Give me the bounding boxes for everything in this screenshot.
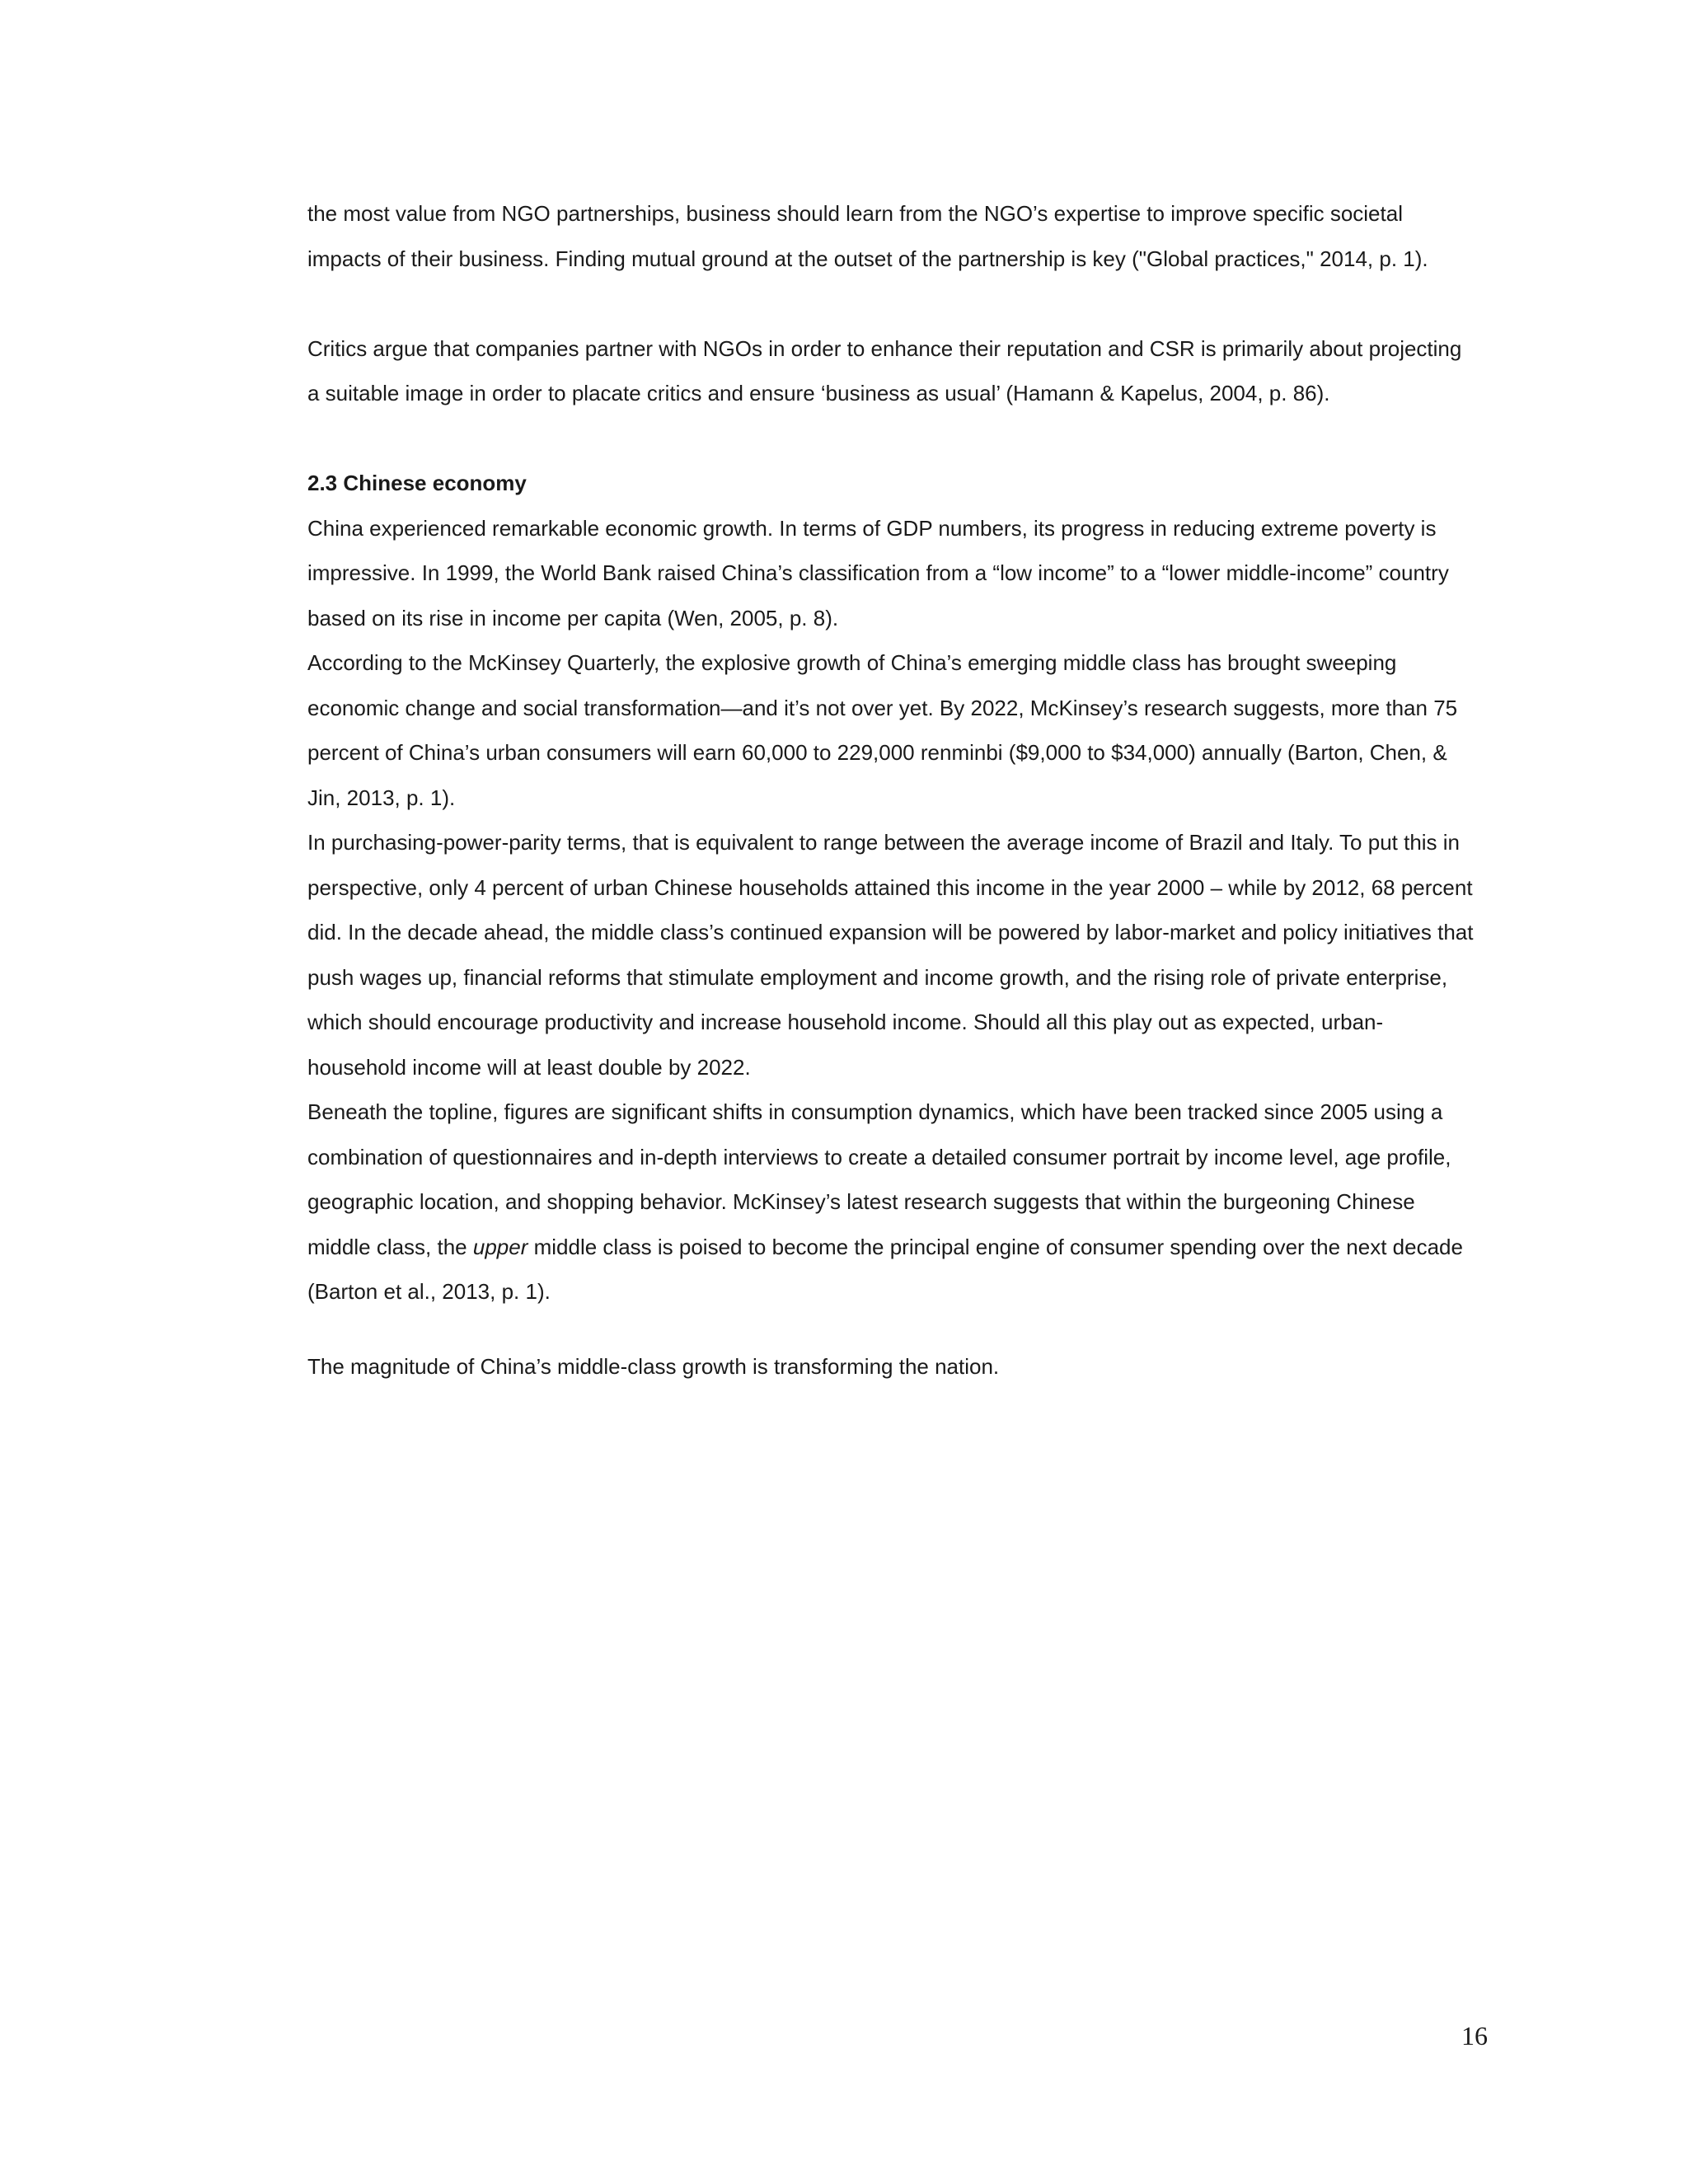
paragraph-consumption-dynamics [307,1090,1478,1315]
paragraph-ngo-partnerships: the most value from NGO partnerships, business should learn from the NGO’s expertise to improve specific societal impacts of their business. Finding mutual ground at the outset of the partnership is key ("Global practices," 2014, p. 1). [307,201,1428,271]
paragraph-china-growth: China experienced remarkable economic growth. In terms of GDP numbers, its progress in reducing extreme poverty is impressive. In 1999, the World Bank raised China’s classification from a “low income” to a “lower middle-income” country based on its rise in income per capita (Wen, 2005, p. 8). [307,515,1449,630]
paragraph-consumption-text-1: Beneath the topline, figures are significant shifts in consumption dynamics, which have been tracked since 2005 using a combination of questionnaires and in-depth interviews to create a detailed consumer portrait by income level, age profile, geographic location, and shopping behavior. McKinsey’s latest research suggests that within the burgeoning Chinese middle class, the [307,1099,1451,1259]
paragraph-consumption-text-2: middle class is poised to become the principal engine of consumer spending over the next decade (Barton et al., 2013, p. 1). [307,1234,1463,1304]
paragraph-magnitude: The magnitude of China’s middle-class growth is transforming the nation. [307,1353,1000,1379]
paragraph-critics: Critics argue that companies partner with NGOs in order to enhance their reputation and CSR is primarily about projecting a suitable image in order to placate critics and ensure ‘business as usual’ (Hamann & Kapelus, 2004, p. 86). [307,335,1462,405]
paragraph-purchasing-power: In purchasing-power-parity terms, that is equivalent to range between the average income of Brazil and Italy. To put this in perspective, only 4 percent of urban Chinese households attained this income in the year 2000 – while by 2012, 68 percent did. In the decade ahead, the middle class’s continued expansion will be powered by labor-market and policy initiatives that push wages up, financial reforms that stimulate employment and income growth, and the rising role of private enterprise, which should encourage productivity and increase household income. Should all this play out as expected, urban-household income will at least double by 2022. [307,830,1474,1080]
paragraph-mckinsey: According to the McKinsey Quarterly, the explosive growth of China’s emerging middle class has brought sweeping economic change and social transformation—and it’s not over yet. By 2022, McKinsey’s research suggests, more than 75 percent of China’s urban consumers will earn 60,000 to 229,000 renminbi ($9,000 to $34,000) annually (Barton, Chen, & Jin, 2013, p. 1). [307,650,1458,810]
emphasis-upper: upper [472,1234,528,1259]
section-heading: 2.3 Chinese economy [307,471,527,495]
page-number: 16 [1461,2021,1488,2050]
body-text [307,191,1478,1389]
